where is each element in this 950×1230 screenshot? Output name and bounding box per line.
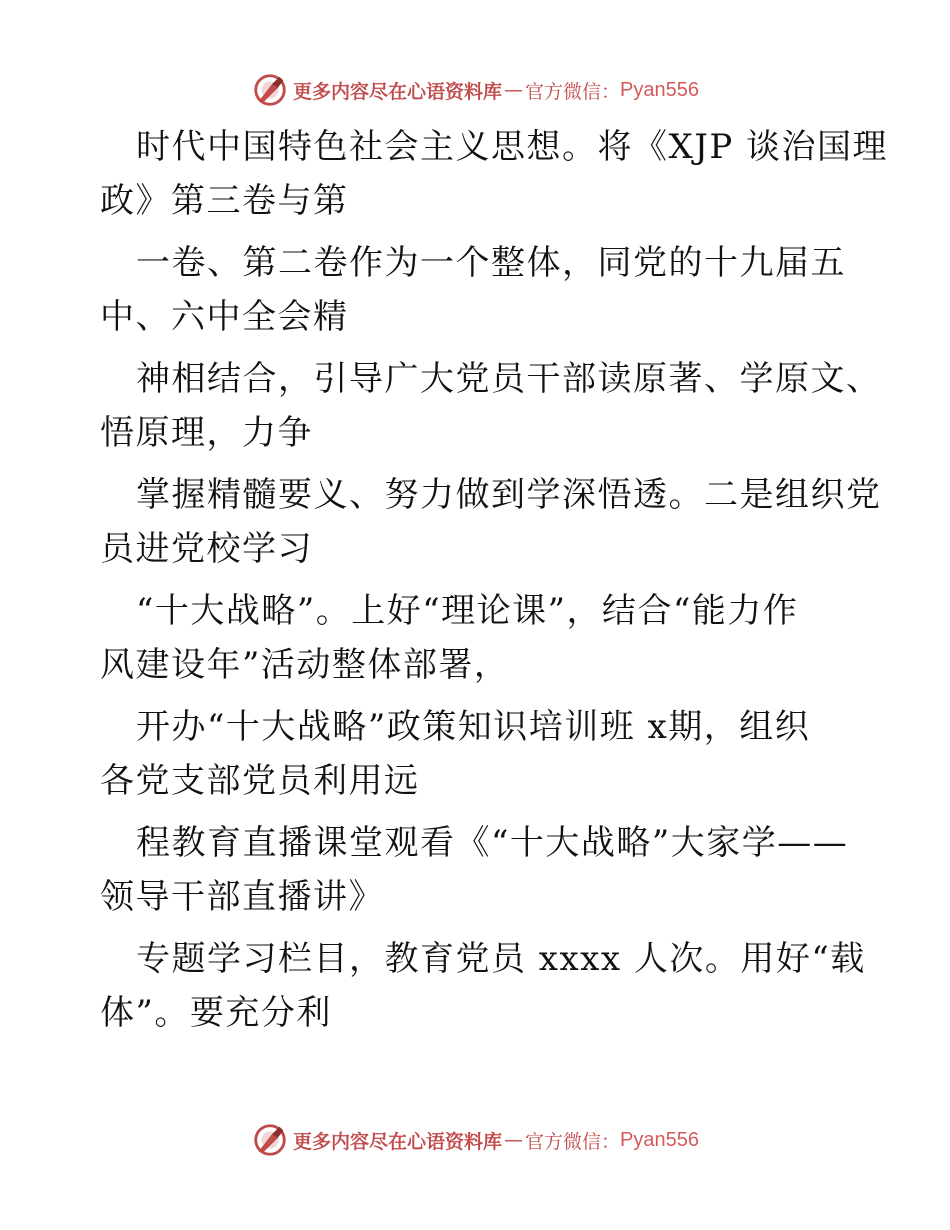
paragraph-5-line-2: 风建设年”活动整体部署， [100,645,510,685]
paragraph-7-line-1: 程教育直播课堂观看《“十大战略”大家学—— [136,823,849,863]
paragraph-2-line-1: 一卷、第二卷作为一个整体，同党的十九届五 [136,243,846,283]
watermark-site-text: 更多内容尽在心语资料库 [293,1130,503,1153]
paragraph-6-line-2: 各党支部党员利用远 [100,761,420,801]
watermark-dash: — [504,79,524,101]
paragraph-4-line-1: 掌握精髓要义、努力做到学深悟透。二是组织党 [136,475,882,515]
watermark-wechat-label: 官方微信： [525,1130,621,1153]
header-watermark [0,70,950,110]
pen-nib-logo-icon [251,1121,289,1159]
pen-nib-logo-icon [251,71,289,109]
paragraph-4-line-2: 员进党校学习 [100,529,313,569]
paragraph-1-line-2: 政》第三卷与第 [100,181,349,221]
watermark-dash: — [504,1129,524,1151]
paragraph-3-line-1: 神相结合，引导广大党员干部读原著、学原文、 [136,359,882,399]
paragraph-3-line-2: 悟原理，力争 [100,413,313,453]
watermark-wechat-id: Pyan556 [620,78,699,101]
paragraph-1-line-1: 时代中国特色社会主义思想。将《XJP 谈治国理 [136,127,889,167]
paragraph-2-line-2: 中、六中全会精 [100,297,349,337]
paragraph-6-line-1: 开办“十大战略”政策知识培训班 x期，组织 [136,707,811,747]
watermark-site-text: 更多内容尽在心语资料库 [293,80,503,103]
watermark-wechat-id: Pyan556 [620,1128,699,1151]
watermark-wechat-label: 官方微信： [525,80,621,103]
footer-watermark [0,1120,950,1160]
paragraph-7-line-2: 领导干部直播讲》 [100,877,384,917]
paragraph-8-line-2: 体”。要充分利 [100,993,332,1033]
paragraph-5-line-1: “十大战略”。上好“理论课”，结合“能力作 [136,591,799,631]
paragraph-8-line-1: 专题学习栏目，教育党员 xxxx 人次。用好“载 [136,939,866,979]
